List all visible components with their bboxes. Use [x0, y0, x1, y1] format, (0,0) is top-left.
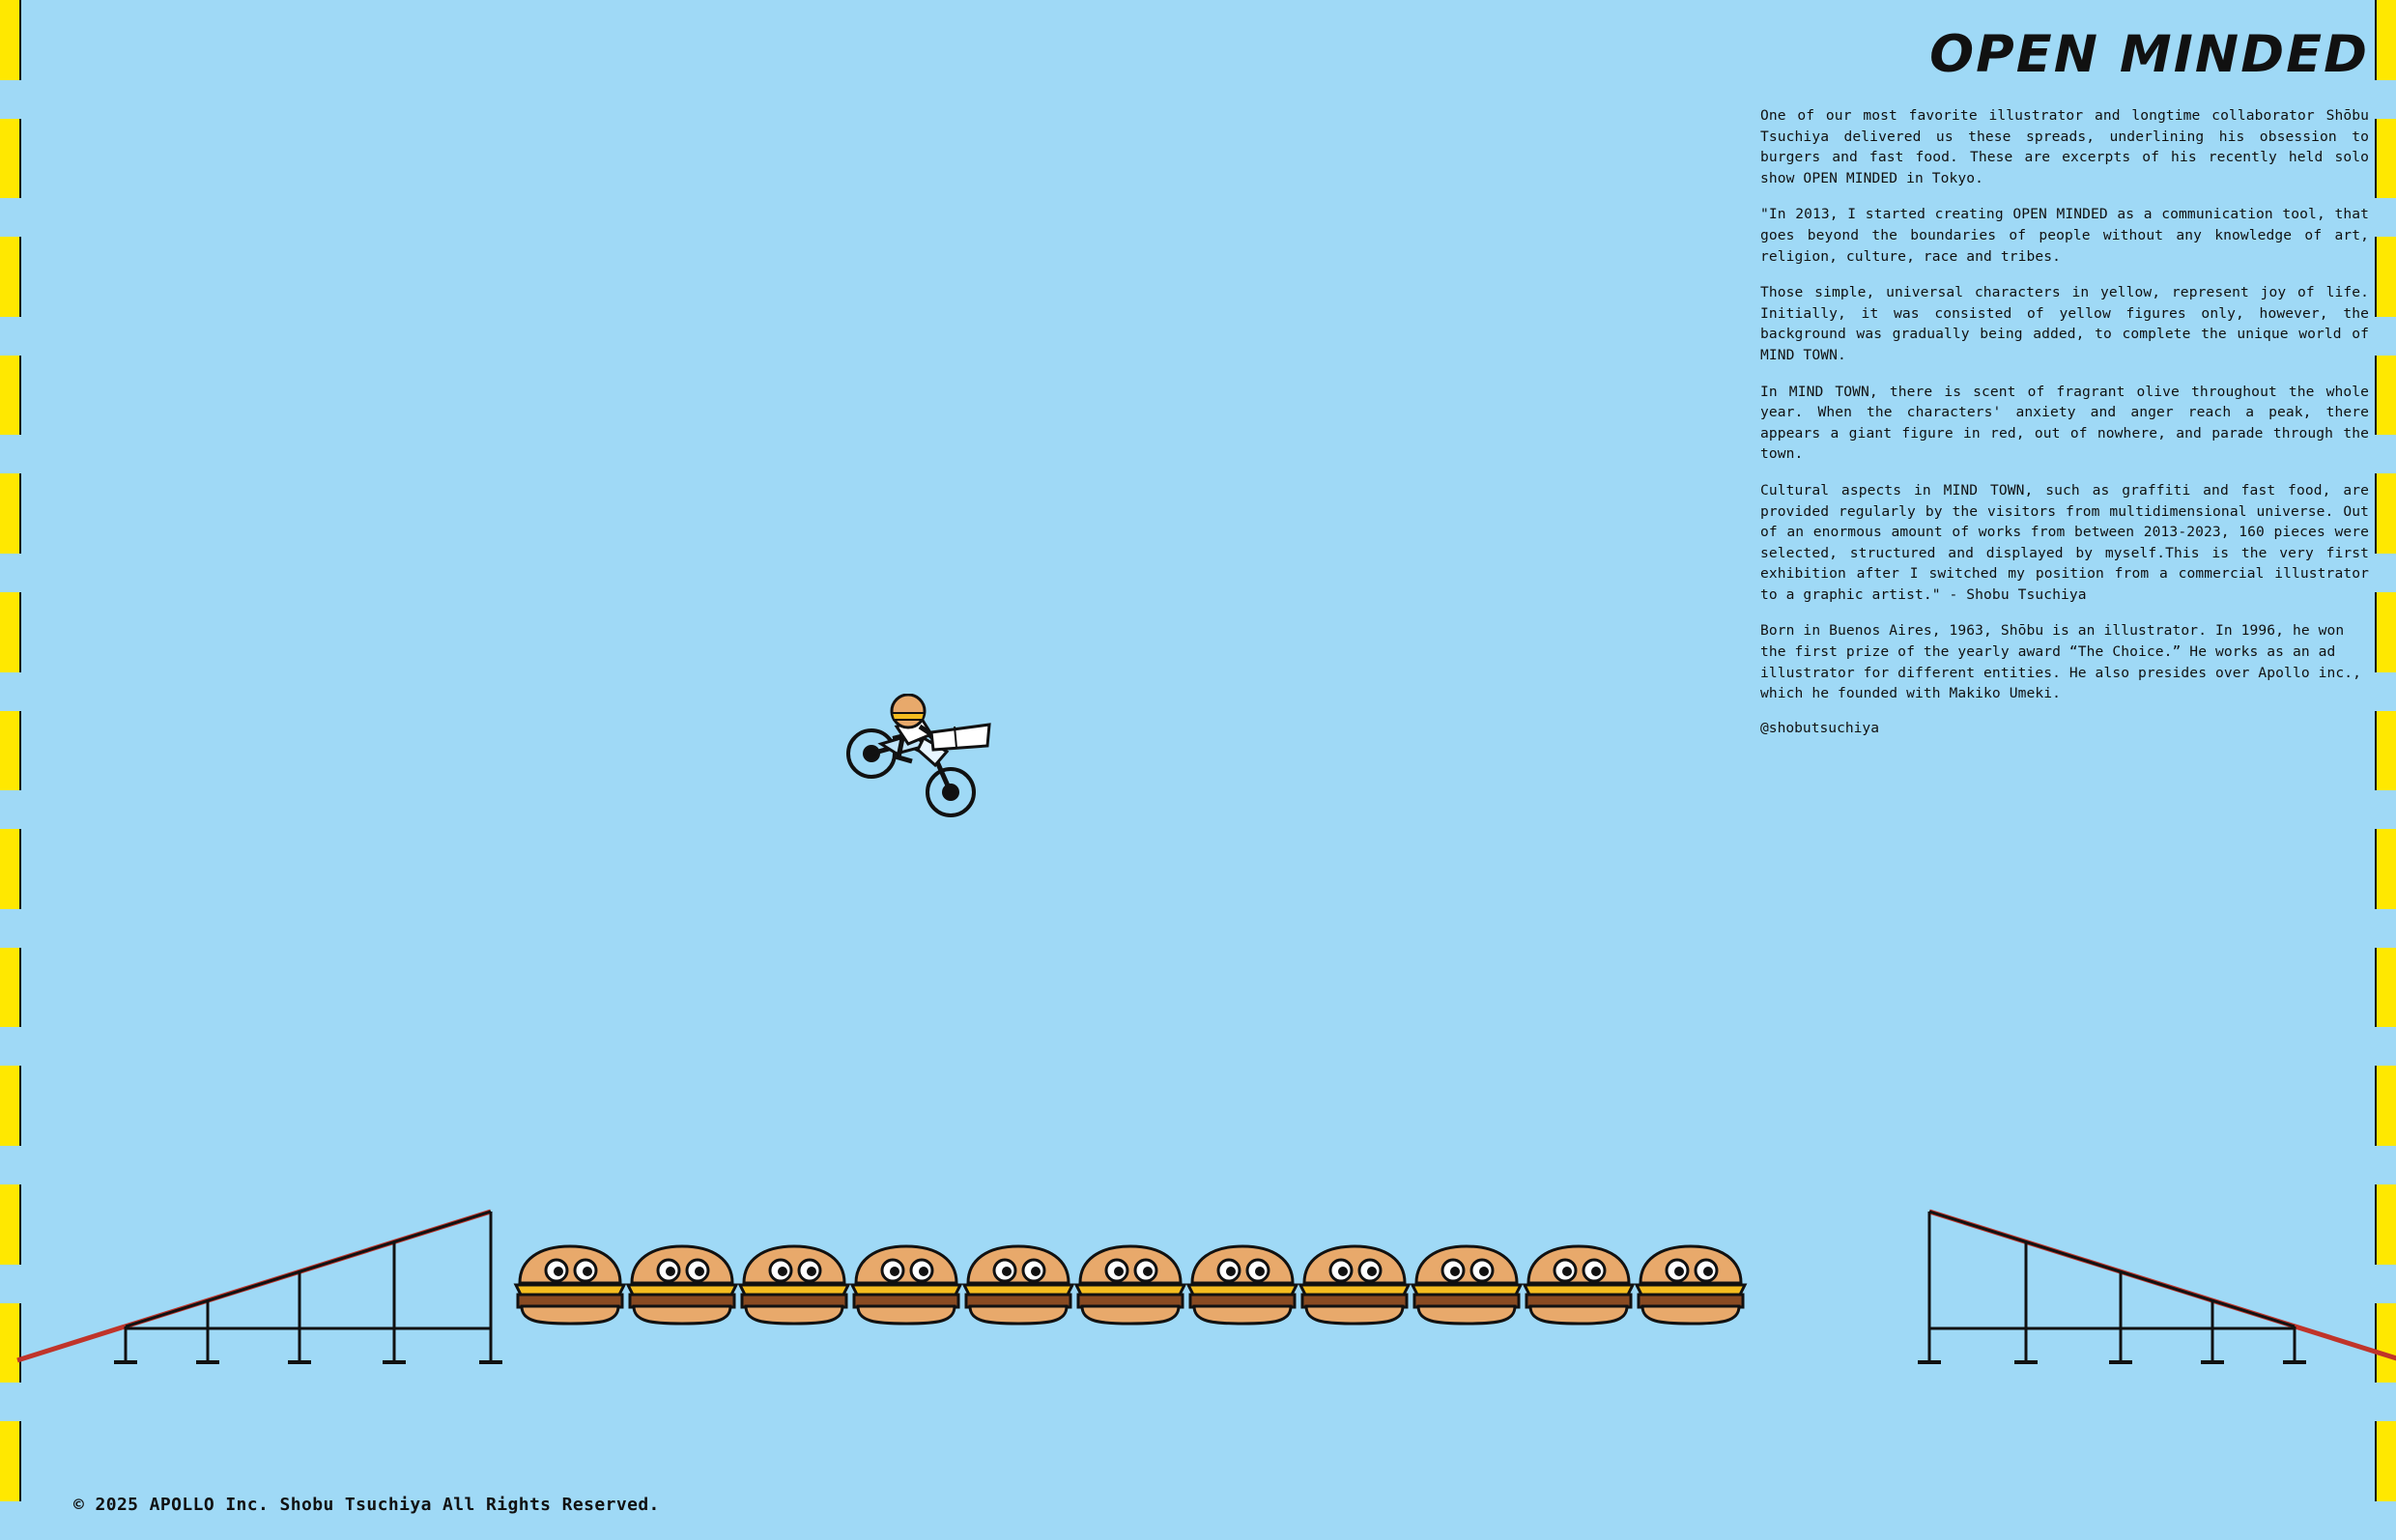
edge-dash	[2375, 1303, 2396, 1383]
edge-dash	[0, 1184, 21, 1265]
burger-row	[510, 1239, 1743, 1327]
article-quote-3: In MIND TOWN, there is scent of fragrant olive throughout the whole year. When the characters' anxiety and anger reach a peak, there appears a giant figure in red, out of nowhere, and parade through the town.	[1760, 383, 2369, 463]
edge-dash	[2375, 592, 2396, 672]
burger-character	[1295, 1239, 1414, 1327]
burger-character	[1070, 1239, 1190, 1327]
page-title: OPEN MINDED	[1929, 25, 2369, 84]
motorcycle-rider	[842, 694, 1036, 829]
article-quote-4: Cultural aspects in MIND TOWN, such as graffiti and fast food, are provided regularly by the visitors from multidimensional universe. Out of an enormous amount of works from between 2013-2023, 160 pieces were selected, structured and displayed by myself.This is the very first exhibition after I switched my position from a commercial illustrator to a graphic artist." - Shobu Tsuchiya	[1760, 481, 2369, 603]
burger-character	[846, 1239, 966, 1327]
edge-dash	[2375, 237, 2396, 317]
article-intro: One of our most favorite illustrator and longtime collaborator Shōbu Tsuchiya delivered us these spreads, underlining his obsession to burgers and fast food. These are excerpts of his recently held solo show OPEN MINDED in Tokyo.	[1760, 107, 2369, 186]
instagram-handle[interactable]: @shobutsuchiya	[1760, 719, 1880, 736]
edge-dash	[0, 1066, 21, 1146]
ramp-left	[10, 1198, 512, 1372]
burger-character	[958, 1239, 1078, 1327]
burger-character	[1183, 1239, 1302, 1327]
edge-dash	[0, 592, 21, 672]
edge-dash	[0, 0, 21, 80]
edge-dash	[0, 829, 21, 909]
burger-character	[1407, 1239, 1526, 1327]
edge-dash	[0, 356, 21, 436]
edge-dash	[2375, 0, 2396, 80]
ramp-right	[1908, 1198, 2396, 1372]
edge-dash	[0, 119, 21, 199]
article-quote-1: "In 2013, I started creating OPEN MINDED as a communication tool, that goes beyond the boundaries of people without any knowledge of art, religion, culture, race and tribes.	[1760, 206, 2369, 265]
burger-character	[622, 1239, 742, 1327]
edge-dash	[2375, 473, 2396, 554]
edge-dash	[2375, 356, 2396, 436]
edge-dash	[0, 1303, 21, 1383]
burger-character	[734, 1239, 854, 1327]
article-text-column	[1760, 25, 2369, 736]
article-body	[1760, 105, 2369, 704]
edge-dash	[0, 1421, 21, 1501]
edge-dash	[2375, 1066, 2396, 1146]
edge-dash	[2375, 1421, 2396, 1501]
burger-character	[1519, 1239, 1639, 1327]
edge-dash	[0, 711, 21, 791]
edge-dash	[2375, 1184, 2396, 1265]
copyright-footer: © 2025 APOLLO Inc. Shobu Tsuchiya All Rights Reserved.	[73, 1495, 660, 1515]
burger-character	[1631, 1239, 1751, 1327]
article-quote-2: Those simple, universal characters in yellow, represent joy of life. Initially, it was consisted of yellow figures only, however, the background was gradually being added, to complete the unique world of MIND TOWN.	[1760, 284, 2369, 363]
burger-character	[510, 1239, 630, 1327]
edge-dash	[2375, 711, 2396, 791]
edge-dash	[2375, 948, 2396, 1028]
left-edge-strip	[0, 0, 21, 1540]
edge-dash	[2375, 119, 2396, 199]
edge-dash	[0, 473, 21, 554]
right-edge-strip	[2375, 0, 2396, 1540]
article-bio: Born in Buenos Aires, 1963, Shōbu is an illustrator. In 1996, he won the first prize of the yearly award “The Choice.” He works as an ad illustrator for different entities. He also presides over Apollo inc., which he founded with Makiko Umeki.	[1760, 622, 2362, 702]
edge-dash	[2375, 829, 2396, 909]
edge-dash	[0, 948, 21, 1028]
edge-dash	[0, 237, 21, 317]
